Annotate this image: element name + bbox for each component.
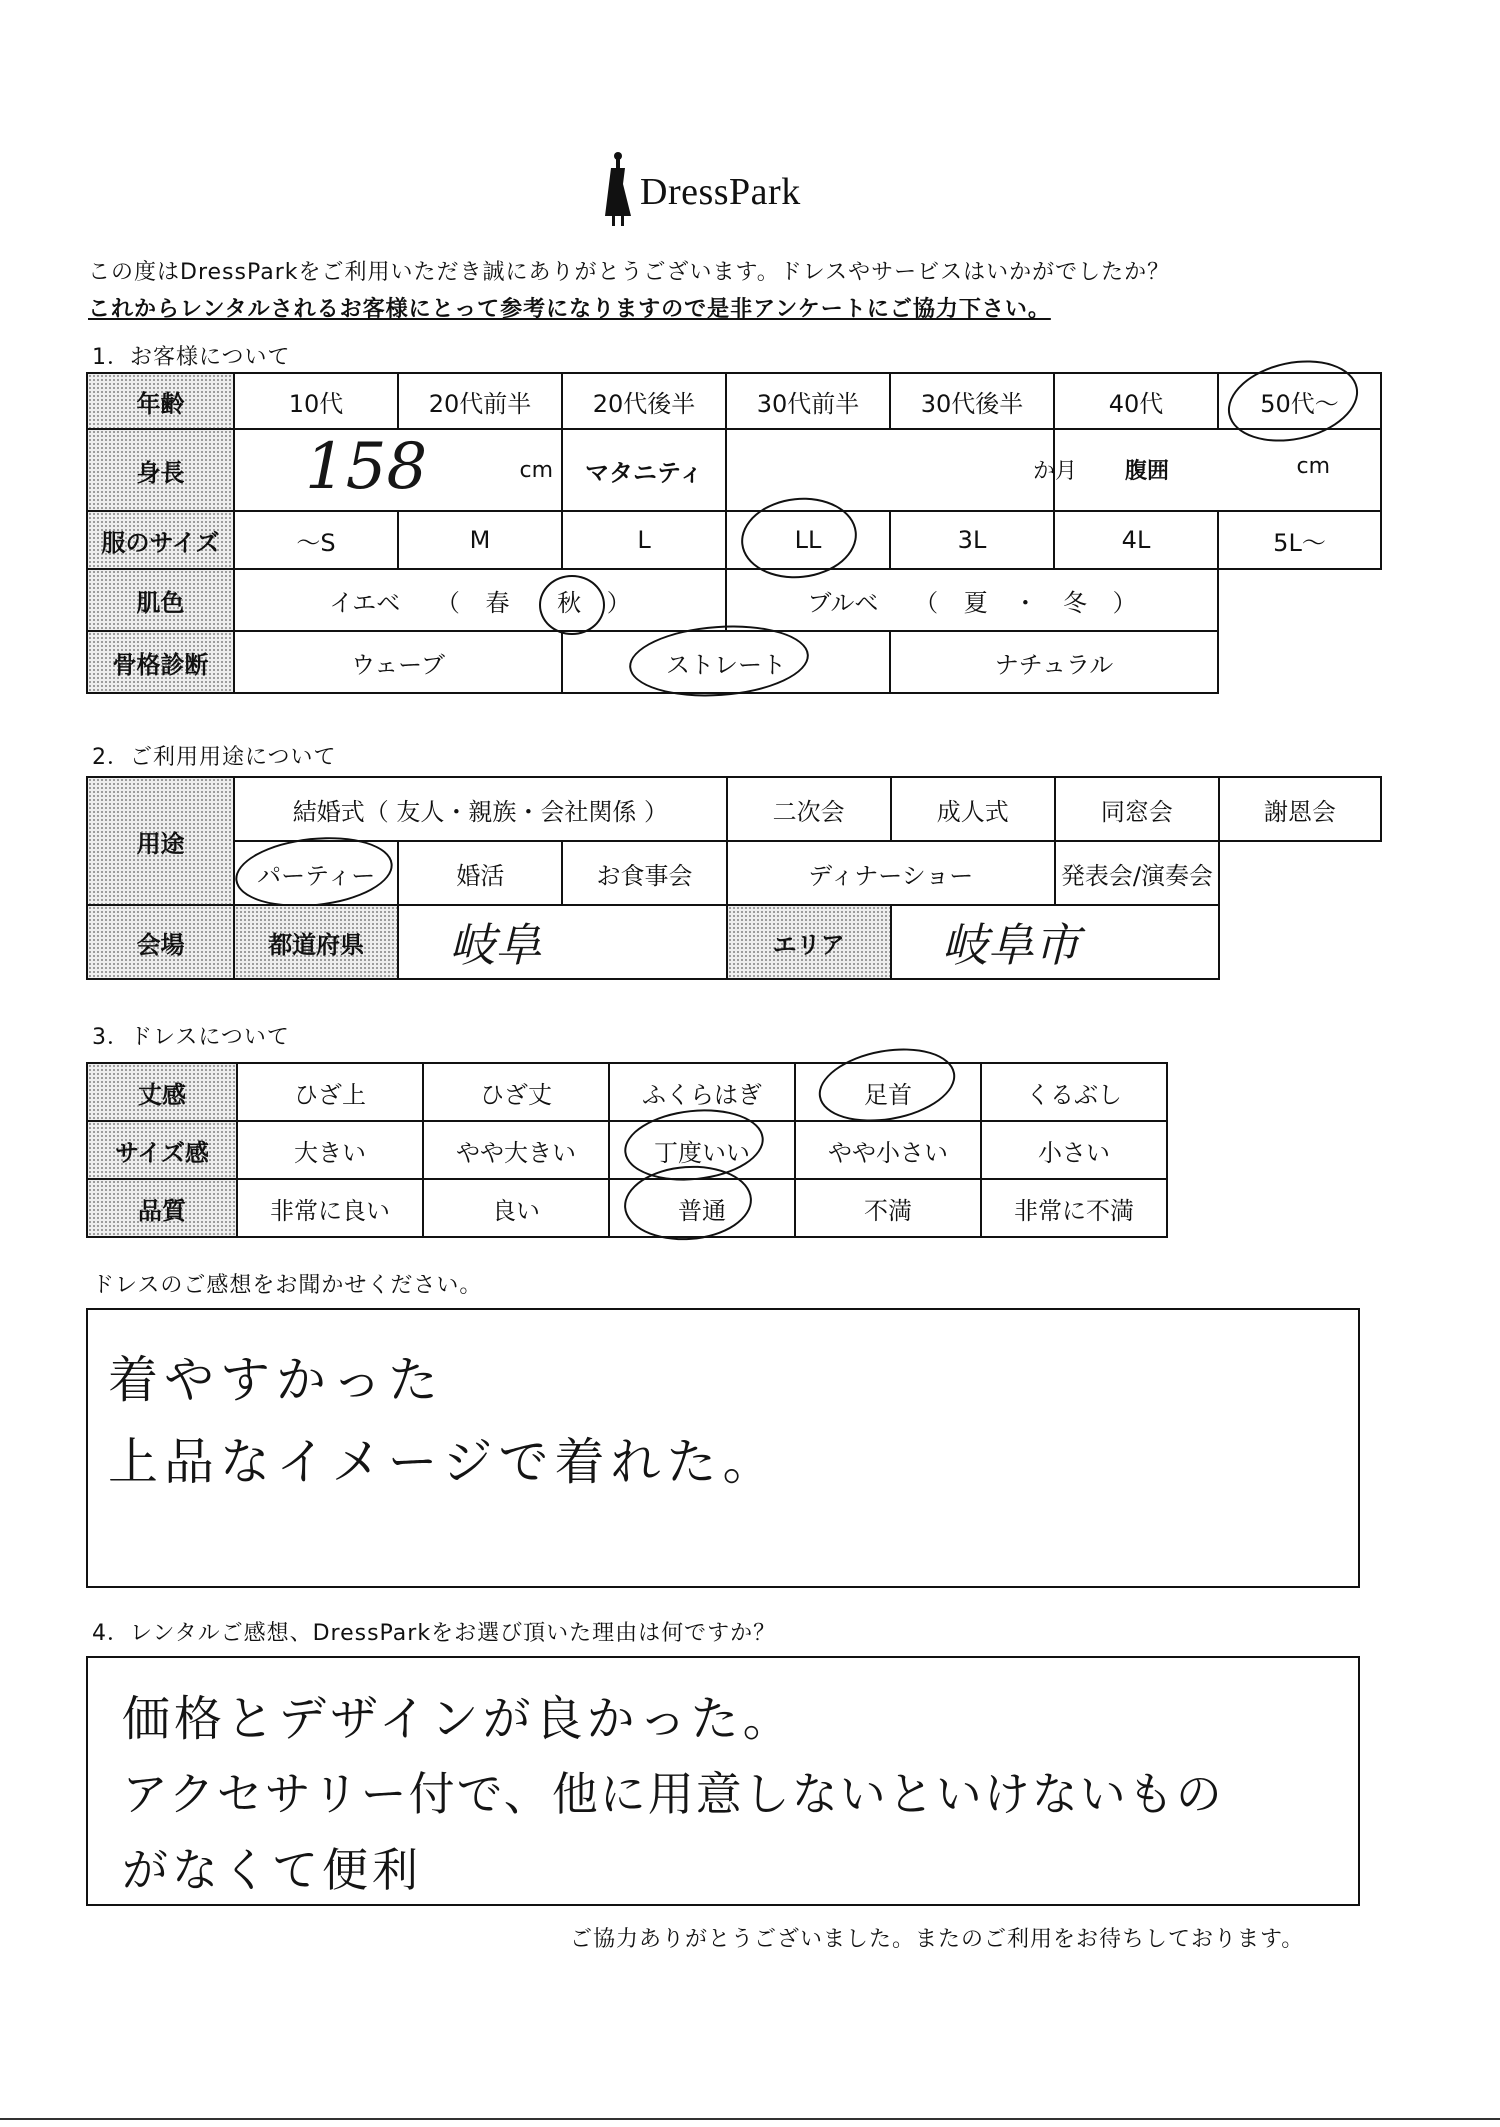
prefecture-field[interactable] (398, 905, 726, 979)
frame-label: 骨格診断 (87, 631, 234, 693)
length-option-label: 足首 (864, 1080, 912, 1109)
age-option-label: 50代～ (1260, 389, 1339, 418)
intro-text: この度はDressParkをご利用いただき誠にありがとうございます。ドレスやサービスはいかがでしたか？ (88, 260, 1171, 285)
maternity-label: マタニティ (562, 429, 726, 511)
blue-base-label: ブルベ (807, 588, 879, 617)
length-option[interactable]: くるぶし (981, 1063, 1167, 1121)
length-option[interactable]: ふくらはぎ (609, 1063, 795, 1121)
height-label: 身長 (87, 429, 234, 511)
paren-open: （ (914, 588, 939, 617)
size-option[interactable]: 3L (890, 511, 1054, 569)
age-label: 年齢 (87, 373, 234, 429)
purpose-option[interactable]: 二次会 (727, 777, 891, 841)
empty-cell (1218, 631, 1381, 693)
reason-line: がなくて便利 (122, 1843, 422, 1897)
size-option[interactable]: ～S (234, 511, 398, 569)
quality-label: 品質 (87, 1179, 237, 1237)
fit-option-label: 丁度いい (654, 1138, 750, 1167)
skin-spring-option[interactable]: 春 (485, 588, 510, 617)
dress-logo-icon (600, 150, 636, 228)
quality-option-selected[interactable] (609, 1179, 795, 1237)
skin-yellow-option[interactable] (234, 569, 726, 631)
purpose-option[interactable]: 婚活 (398, 841, 562, 905)
skin-autumn-label: 秋 (557, 588, 582, 617)
paren-open: （ (435, 588, 460, 617)
purpose-option[interactable]: 成人式 (891, 777, 1055, 841)
skin-label: 肌色 (87, 569, 234, 631)
quality-option[interactable]: 非常に不満 (981, 1179, 1167, 1237)
prefecture-value: 岐阜 (449, 918, 542, 972)
size-option[interactable]: 5L～ (1218, 511, 1381, 569)
purpose-option[interactable]: お食事会 (562, 841, 726, 905)
customer-info-table (86, 372, 1382, 694)
size-option[interactable]: M (398, 511, 562, 569)
belly-unit: cm (1296, 454, 1330, 479)
frame-option-selected[interactable] (562, 631, 890, 693)
age-option[interactable]: 20代前半 (398, 373, 562, 429)
quality-option[interactable]: 良い (423, 1179, 609, 1237)
reason-line: アクセサリー付で、他に用意しないといけないもの (122, 1767, 1224, 1821)
height-unit: cm (519, 458, 553, 483)
purpose-option-label: パーティー (257, 861, 376, 890)
fit-option[interactable]: 大きい (237, 1121, 423, 1179)
dress-comment-prompt: ドレスのご感想をお聞かせください。 (92, 1273, 483, 1298)
size-option[interactable]: L (562, 511, 726, 569)
age-option[interactable]: 40代 (1054, 373, 1218, 429)
purpose-option[interactable]: 謝恩会 (1219, 777, 1381, 841)
area-label: エリア (727, 905, 891, 979)
age-option[interactable]: 20代後半 (562, 373, 726, 429)
skin-autumn-option[interactable] (557, 589, 589, 617)
months-unit: か月 (1032, 459, 1077, 484)
purpose-option[interactable]: 発表会/演奏会 (1055, 841, 1219, 905)
reason-line: 価格とデザインが良かった。 (122, 1691, 795, 1747)
section2-title: 2．ご利用用途について (92, 745, 337, 770)
dress-comment-box[interactable] (86, 1308, 1360, 1588)
intro-request-text: これからレンタルされるお客様にとって参考になりますので是非アンケートにご協力下さい。 (88, 297, 1051, 322)
size-option-label: LL (794, 526, 822, 554)
usage-table (86, 776, 1220, 980)
usage-table-extra (1218, 776, 1382, 842)
dress-table (86, 1062, 1168, 1238)
belly-label: 腹囲 (1125, 459, 1170, 484)
section4-title: 4．レンタルご感想、DressParkをお選び頂いた理由は何ですか？ (92, 1621, 777, 1646)
fit-option-selected[interactable] (609, 1121, 795, 1179)
age-option[interactable]: 10代 (234, 373, 398, 429)
dress-comment-line: 上品なイメージで着れた。 (108, 1433, 779, 1491)
length-label: 丈感 (87, 1063, 237, 1121)
brand-logo-text: DressPark (640, 171, 801, 213)
paren-close: ） (606, 588, 631, 617)
purpose-option-selected[interactable] (234, 841, 398, 905)
age-option[interactable]: 30代前半 (726, 373, 890, 429)
age-option[interactable]: 30代後半 (890, 373, 1054, 429)
maternity-months-field[interactable] (726, 429, 1077, 511)
length-option-selected[interactable] (795, 1063, 981, 1121)
belly-field[interactable] (1054, 429, 1381, 511)
frame-option[interactable]: ウェーブ (234, 631, 562, 693)
size-option[interactable]: 4L (1054, 511, 1218, 569)
section3-title: 3．ドレスについて (92, 1025, 290, 1050)
fit-option[interactable]: 小さい (981, 1121, 1167, 1179)
yellow-base-label: イエベ (329, 588, 401, 617)
length-option[interactable]: ひざ上 (237, 1063, 423, 1121)
quality-option[interactable]: 非常に良い (237, 1179, 423, 1237)
paren-close: ） (1112, 588, 1137, 617)
purpose-option[interactable]: 結婚式（ 友人・親族・会社関係 ） (234, 777, 726, 841)
length-option[interactable]: ひざ丈 (423, 1063, 609, 1121)
purpose-option[interactable]: 同窓会 (1055, 777, 1219, 841)
closing-message: ご協力ありがとうございました。またのご利用をお待ちしております。 (570, 1927, 1305, 1952)
separator-dot: ・ (1013, 588, 1038, 617)
purpose-option[interactable]: ディナーショー (727, 841, 1055, 905)
height-field[interactable] (234, 429, 562, 511)
venue-label: 会場 (87, 905, 234, 979)
reason-comment-box[interactable] (86, 1656, 1360, 1906)
skin-summer-option[interactable]: 夏 (963, 588, 988, 617)
area-field[interactable] (891, 905, 1219, 979)
quality-option-label: 普通 (678, 1196, 726, 1225)
prefecture-label: 都道府県 (234, 905, 398, 979)
scan-edge-line (0, 2118, 1500, 2120)
empty-cell (1218, 569, 1381, 631)
frame-option[interactable]: ナチュラル (890, 631, 1218, 693)
dress-comment-line: 着やすかった (108, 1351, 444, 1409)
purpose-label: 用途 (87, 777, 234, 905)
height-value: 158 (305, 430, 428, 504)
size-option-selected[interactable] (726, 511, 890, 569)
size-label: 服のサイズ (87, 511, 234, 569)
area-value: 岐阜市 (941, 918, 1080, 972)
section1-title: 1．お客様について (92, 345, 291, 370)
age-option-selected[interactable] (1218, 373, 1381, 429)
fit-label: サイズ感 (87, 1121, 237, 1179)
fit-option[interactable]: やや小さい (795, 1121, 981, 1179)
skin-blue-option[interactable] (726, 569, 1218, 631)
frame-option-label: ストレート (666, 650, 786, 679)
quality-option[interactable]: 不満 (795, 1179, 981, 1237)
fit-option[interactable]: やや大きい (423, 1121, 609, 1179)
skin-winter-option[interactable]: 冬 (1062, 588, 1087, 617)
